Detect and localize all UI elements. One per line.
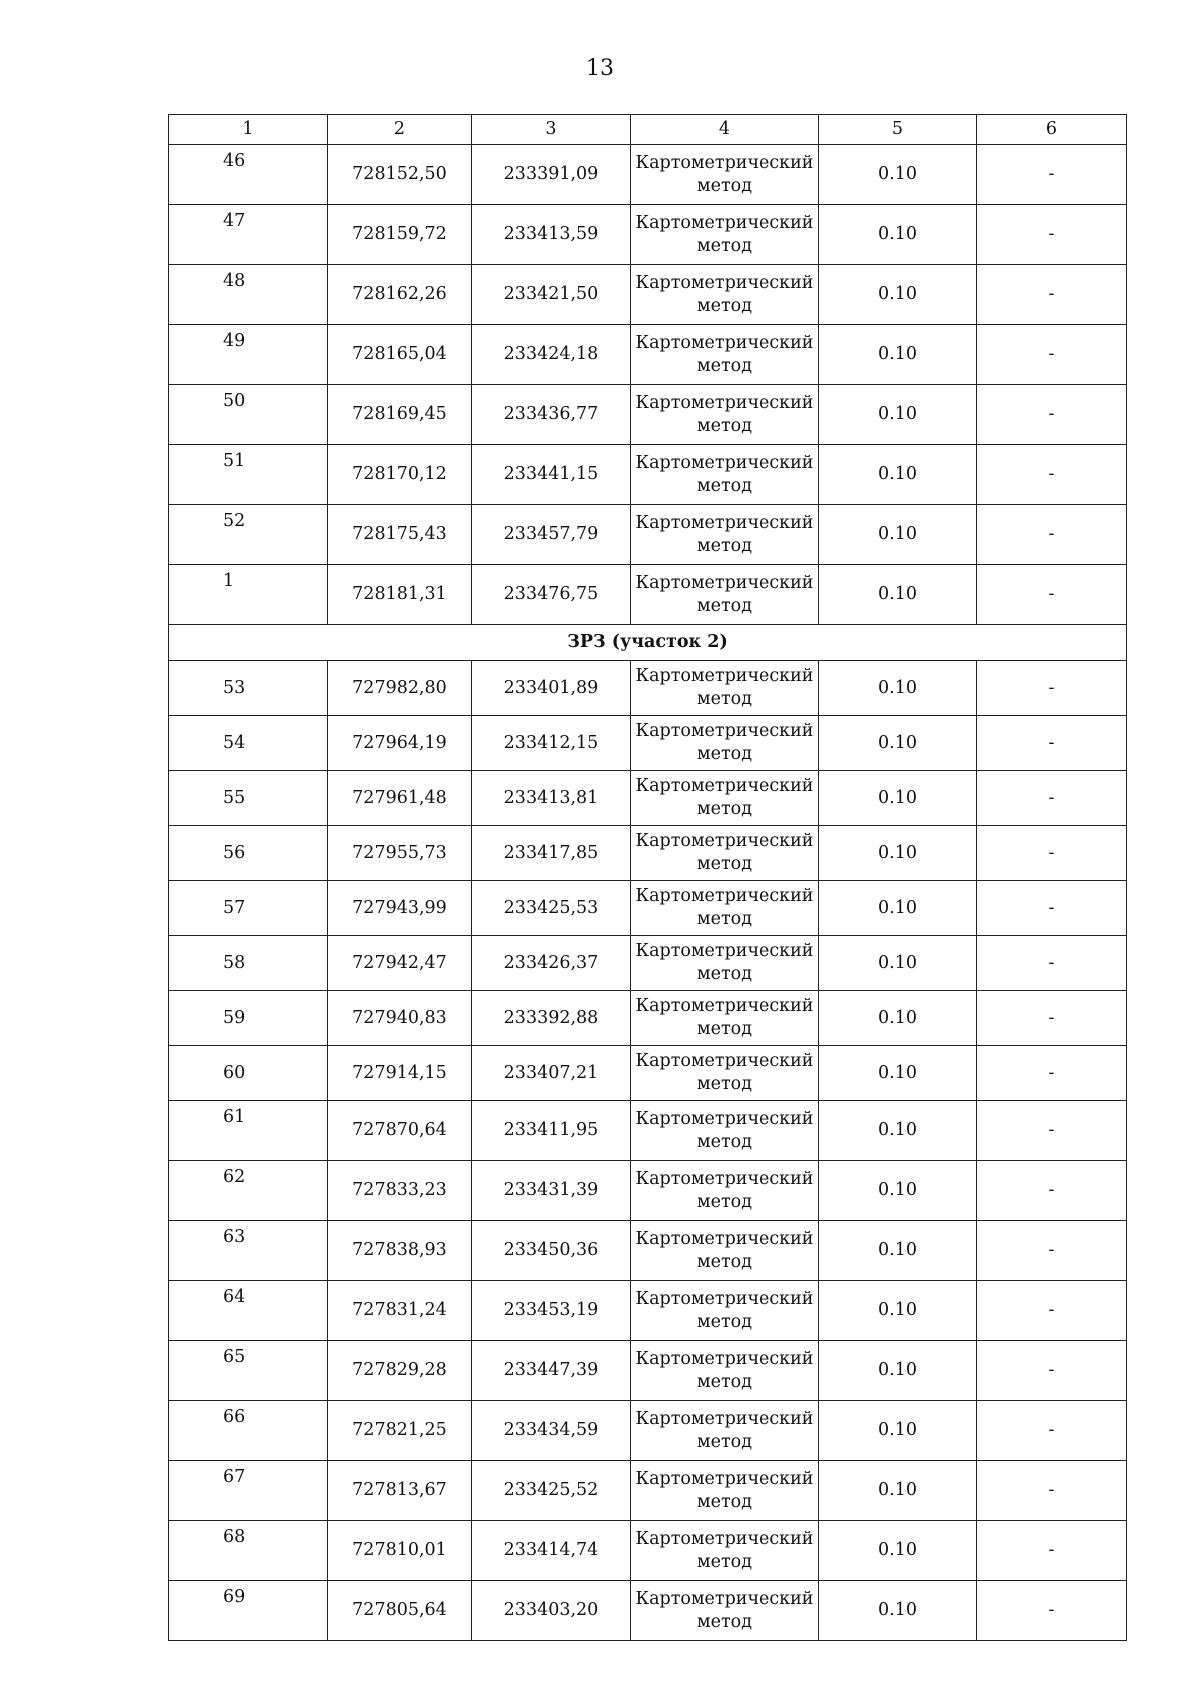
method-line-1: Картометрический bbox=[635, 941, 814, 961]
accuracy-cell: 0.10 bbox=[819, 1161, 977, 1221]
accuracy-cell: 0.10 bbox=[819, 565, 977, 625]
method-cell bbox=[631, 661, 819, 716]
accuracy-cell: 0.10 bbox=[819, 505, 977, 565]
method-cell bbox=[631, 991, 819, 1046]
point-number-cell: 60 bbox=[169, 1046, 328, 1101]
description-cell: - bbox=[977, 1581, 1127, 1641]
x-coordinate-cell: 728159,72 bbox=[328, 205, 472, 265]
method-line-2: метод bbox=[697, 1191, 752, 1212]
x-coordinate-cell: 727870,64 bbox=[328, 1101, 472, 1161]
method-cell bbox=[631, 716, 819, 771]
table-row bbox=[169, 385, 1127, 445]
description-cell: - bbox=[977, 1401, 1127, 1461]
method-line-1: Картометрический bbox=[635, 996, 814, 1016]
method-cell bbox=[631, 1581, 819, 1641]
accuracy-cell: 0.10 bbox=[819, 1401, 977, 1461]
table-row bbox=[169, 1581, 1127, 1641]
x-coordinate-cell: 727810,01 bbox=[328, 1521, 472, 1581]
method-line-1: Картометрический bbox=[635, 512, 814, 533]
method-cell bbox=[631, 265, 819, 325]
y-coordinate-cell: 233431,39 bbox=[472, 1161, 631, 1221]
point-number-cell: 50 bbox=[169, 385, 328, 445]
description-cell: - bbox=[977, 205, 1127, 265]
method-line-1: Картометрический bbox=[635, 721, 814, 741]
point-number-cell: 49 bbox=[169, 325, 328, 385]
table-row bbox=[169, 565, 1127, 625]
point-number-cell: 55 bbox=[169, 771, 328, 826]
table-row bbox=[169, 1461, 1127, 1521]
method-line-2: метод bbox=[697, 1431, 752, 1452]
x-coordinate-cell: 727955,73 bbox=[328, 826, 472, 881]
method-line-2: метод bbox=[697, 1551, 752, 1572]
description-cell: - bbox=[977, 325, 1127, 385]
y-coordinate-cell: 233392,88 bbox=[472, 991, 631, 1046]
point-number-cell: 1 bbox=[169, 565, 328, 625]
description-cell: - bbox=[977, 445, 1127, 505]
y-coordinate-cell: 233414,74 bbox=[472, 1521, 631, 1581]
accuracy-cell: 0.10 bbox=[819, 936, 977, 991]
description-cell: - bbox=[977, 1521, 1127, 1581]
method-line-2: метод bbox=[697, 175, 752, 196]
method-line-1: Картометрический bbox=[635, 1408, 814, 1429]
table-row bbox=[169, 826, 1127, 881]
y-coordinate-cell: 233407,21 bbox=[472, 1046, 631, 1101]
point-number-cell: 62 bbox=[169, 1161, 328, 1221]
y-coordinate-cell: 233417,85 bbox=[472, 826, 631, 881]
y-coordinate-cell: 233421,50 bbox=[472, 265, 631, 325]
table-row bbox=[169, 145, 1127, 205]
accuracy-cell: 0.10 bbox=[819, 826, 977, 881]
method-line-1: Картометрический bbox=[635, 1168, 814, 1189]
y-coordinate-cell: 233476,75 bbox=[472, 565, 631, 625]
table-row bbox=[169, 881, 1127, 936]
table-row bbox=[169, 265, 1127, 325]
x-coordinate-cell: 727838,93 bbox=[328, 1221, 472, 1281]
table-row bbox=[169, 991, 1127, 1046]
method-line-2: метод bbox=[697, 475, 752, 496]
y-coordinate-cell: 233412,15 bbox=[472, 716, 631, 771]
method-line-1: Картометрический bbox=[635, 1288, 814, 1309]
x-coordinate-cell: 727813,67 bbox=[328, 1461, 472, 1521]
accuracy-cell: 0.10 bbox=[819, 1101, 977, 1161]
method-line-2: метод bbox=[697, 595, 752, 616]
method-line-2: метод bbox=[697, 1311, 752, 1332]
table-header-row bbox=[169, 115, 1127, 145]
x-coordinate-cell: 728162,26 bbox=[328, 265, 472, 325]
description-cell: - bbox=[977, 1281, 1127, 1341]
x-coordinate-cell: 727829,28 bbox=[328, 1341, 472, 1401]
method-line-1: Картометрический bbox=[635, 1051, 814, 1071]
method-cell bbox=[631, 385, 819, 445]
description-cell: - bbox=[977, 145, 1127, 205]
method-line-2: метод bbox=[697, 1611, 752, 1632]
y-coordinate-cell: 233391,09 bbox=[472, 145, 631, 205]
y-coordinate-cell: 233450,36 bbox=[472, 1221, 631, 1281]
accuracy-cell: 0.10 bbox=[819, 205, 977, 265]
x-coordinate-cell: 728175,43 bbox=[328, 505, 472, 565]
y-coordinate-cell: 233426,37 bbox=[472, 936, 631, 991]
method-line-2: метод bbox=[697, 355, 752, 376]
description-cell: - bbox=[977, 716, 1127, 771]
table-row bbox=[169, 716, 1127, 771]
description-cell: - bbox=[977, 1046, 1127, 1101]
method-line-2: метод bbox=[697, 1074, 752, 1094]
y-coordinate-cell: 233413,59 bbox=[472, 205, 631, 265]
method-cell bbox=[631, 565, 819, 625]
description-cell: - bbox=[977, 1101, 1127, 1161]
x-coordinate-cell: 728165,04 bbox=[328, 325, 472, 385]
point-number-cell: 67 bbox=[169, 1461, 328, 1521]
accuracy-cell: 0.10 bbox=[819, 661, 977, 716]
accuracy-cell: 0.10 bbox=[819, 771, 977, 826]
description-cell: - bbox=[977, 661, 1127, 716]
method-cell bbox=[631, 771, 819, 826]
method-line-1: Картометрический bbox=[635, 152, 814, 173]
accuracy-cell: 0.10 bbox=[819, 265, 977, 325]
method-cell bbox=[631, 505, 819, 565]
section-row bbox=[169, 625, 1127, 661]
description-cell: - bbox=[977, 265, 1127, 325]
y-coordinate-cell: 233403,20 bbox=[472, 1581, 631, 1641]
accuracy-cell: 0.10 bbox=[819, 445, 977, 505]
table-row bbox=[169, 325, 1127, 385]
point-number-cell: 54 bbox=[169, 716, 328, 771]
method-cell bbox=[631, 1101, 819, 1161]
point-number-cell: 58 bbox=[169, 936, 328, 991]
x-coordinate-cell: 727831,24 bbox=[328, 1281, 472, 1341]
description-cell: - bbox=[977, 1221, 1127, 1281]
method-line-2: метод bbox=[697, 909, 752, 929]
column-header: 1 bbox=[169, 115, 328, 145]
method-line-2: метод bbox=[697, 535, 752, 556]
point-number-cell: 46 bbox=[169, 145, 328, 205]
page-number: 13 bbox=[586, 56, 614, 81]
method-cell bbox=[631, 936, 819, 991]
accuracy-cell: 0.10 bbox=[819, 1461, 977, 1521]
table-row bbox=[169, 505, 1127, 565]
x-coordinate-cell: 727914,15 bbox=[328, 1046, 472, 1101]
point-number-cell: 61 bbox=[169, 1101, 328, 1161]
x-coordinate-cell: 728170,12 bbox=[328, 445, 472, 505]
y-coordinate-cell: 233441,15 bbox=[472, 445, 631, 505]
accuracy-cell: 0.10 bbox=[819, 1521, 977, 1581]
method-line-1: Картометрический bbox=[635, 1108, 814, 1129]
method-cell bbox=[631, 1046, 819, 1101]
point-number-cell: 66 bbox=[169, 1401, 328, 1461]
description-cell: - bbox=[977, 385, 1127, 445]
description-cell: - bbox=[977, 936, 1127, 991]
method-cell bbox=[631, 1281, 819, 1341]
method-line-2: метод bbox=[697, 689, 752, 709]
method-line-2: метод bbox=[697, 235, 752, 256]
point-number-cell: 59 bbox=[169, 991, 328, 1046]
accuracy-cell: 0.10 bbox=[819, 1046, 977, 1101]
table-row bbox=[169, 1521, 1127, 1581]
table-row bbox=[169, 1161, 1127, 1221]
x-coordinate-cell: 727805,64 bbox=[328, 1581, 472, 1641]
method-line-1: Картометрический bbox=[635, 332, 814, 353]
point-number-cell: 57 bbox=[169, 881, 328, 936]
table-row bbox=[169, 1341, 1127, 1401]
x-coordinate-cell: 727942,47 bbox=[328, 936, 472, 991]
method-cell bbox=[631, 1341, 819, 1401]
x-coordinate-cell: 727940,83 bbox=[328, 991, 472, 1046]
method-line-1: Картометрический bbox=[635, 776, 814, 796]
column-header: 6 bbox=[977, 115, 1127, 145]
accuracy-cell: 0.10 bbox=[819, 1221, 977, 1281]
point-number-cell: 48 bbox=[169, 265, 328, 325]
x-coordinate-cell: 727961,48 bbox=[328, 771, 472, 826]
column-header: 2 bbox=[328, 115, 472, 145]
y-coordinate-cell: 233436,77 bbox=[472, 385, 631, 445]
description-cell: - bbox=[977, 881, 1127, 936]
table-row bbox=[169, 1046, 1127, 1101]
method-cell bbox=[631, 1401, 819, 1461]
method-cell bbox=[631, 145, 819, 205]
column-header: 3 bbox=[472, 115, 631, 145]
x-coordinate-cell: 727943,99 bbox=[328, 881, 472, 936]
description-cell: - bbox=[977, 991, 1127, 1046]
accuracy-cell: 0.10 bbox=[819, 385, 977, 445]
column-header: 4 bbox=[631, 115, 819, 145]
point-number-cell: 53 bbox=[169, 661, 328, 716]
method-line-2: метод bbox=[697, 1251, 752, 1272]
description-cell: - bbox=[977, 565, 1127, 625]
method-line-2: метод bbox=[697, 415, 752, 436]
method-cell bbox=[631, 325, 819, 385]
method-cell bbox=[631, 1461, 819, 1521]
y-coordinate-cell: 233425,52 bbox=[472, 1461, 631, 1521]
table-row bbox=[169, 936, 1127, 991]
point-number-cell: 63 bbox=[169, 1221, 328, 1281]
method-cell bbox=[631, 445, 819, 505]
method-line-1: Картометрический bbox=[635, 1468, 814, 1489]
x-coordinate-cell: 727833,23 bbox=[328, 1161, 472, 1221]
method-line-1: Картометрический bbox=[635, 1228, 814, 1249]
accuracy-cell: 0.10 bbox=[819, 991, 977, 1046]
y-coordinate-cell: 233411,95 bbox=[472, 1101, 631, 1161]
accuracy-cell: 0.10 bbox=[819, 1341, 977, 1401]
method-line-2: метод bbox=[697, 744, 752, 764]
accuracy-cell: 0.10 bbox=[819, 325, 977, 385]
method-line-1: Картометрический bbox=[635, 1588, 814, 1609]
y-coordinate-cell: 233413,81 bbox=[472, 771, 631, 826]
method-line-1: Картометрический bbox=[635, 1348, 814, 1369]
y-coordinate-cell: 233434,59 bbox=[472, 1401, 631, 1461]
method-line-1: Картометрический bbox=[635, 666, 814, 686]
y-coordinate-cell: 233401,89 bbox=[472, 661, 631, 716]
coordinates-table bbox=[168, 114, 1127, 1641]
method-line-1: Картометрический bbox=[635, 272, 814, 293]
description-cell: - bbox=[977, 826, 1127, 881]
point-number-cell: 64 bbox=[169, 1281, 328, 1341]
point-number-cell: 68 bbox=[169, 1521, 328, 1581]
description-cell: - bbox=[977, 1341, 1127, 1401]
method-cell bbox=[631, 1161, 819, 1221]
accuracy-cell: 0.10 bbox=[819, 1281, 977, 1341]
method-line-2: метод bbox=[697, 799, 752, 819]
method-cell bbox=[631, 881, 819, 936]
method-line-2: метод bbox=[697, 295, 752, 316]
x-coordinate-cell: 728152,50 bbox=[328, 145, 472, 205]
column-header: 5 bbox=[819, 115, 977, 145]
y-coordinate-cell: 233453,19 bbox=[472, 1281, 631, 1341]
point-number-cell: 65 bbox=[169, 1341, 328, 1401]
x-coordinate-cell: 727964,19 bbox=[328, 716, 472, 771]
method-line-2: метод bbox=[697, 1131, 752, 1152]
table-row bbox=[169, 771, 1127, 826]
description-cell: - bbox=[977, 1461, 1127, 1521]
method-line-2: метод bbox=[697, 1019, 752, 1039]
method-line-1: Картометрический bbox=[635, 886, 814, 906]
accuracy-cell: 0.10 bbox=[819, 716, 977, 771]
method-line-2: метод bbox=[697, 964, 752, 984]
section-title: ЗРЗ (участок 2) bbox=[169, 625, 1127, 661]
y-coordinate-cell: 233425,53 bbox=[472, 881, 631, 936]
method-line-1: Картометрический bbox=[635, 1528, 814, 1549]
method-line-1: Картометрический bbox=[635, 212, 814, 233]
method-line-1: Картометрический bbox=[635, 572, 814, 593]
method-cell bbox=[631, 826, 819, 881]
accuracy-cell: 0.10 bbox=[819, 1581, 977, 1641]
table-row bbox=[169, 445, 1127, 505]
table-row bbox=[169, 661, 1127, 716]
method-cell bbox=[631, 205, 819, 265]
table-row bbox=[169, 1101, 1127, 1161]
method-cell bbox=[631, 1521, 819, 1581]
point-number-cell: 56 bbox=[169, 826, 328, 881]
x-coordinate-cell: 727821,25 bbox=[328, 1401, 472, 1461]
table-row bbox=[169, 1281, 1127, 1341]
x-coordinate-cell: 728181,31 bbox=[328, 565, 472, 625]
table-row bbox=[169, 1221, 1127, 1281]
method-line-2: метод bbox=[697, 1371, 752, 1392]
point-number-cell: 69 bbox=[169, 1581, 328, 1641]
y-coordinate-cell: 233457,79 bbox=[472, 505, 631, 565]
y-coordinate-cell: 233447,39 bbox=[472, 1341, 631, 1401]
method-line-1: Картометрический bbox=[635, 831, 814, 851]
description-cell: - bbox=[977, 1161, 1127, 1221]
description-cell: - bbox=[977, 771, 1127, 826]
point-number-cell: 47 bbox=[169, 205, 328, 265]
method-line-1: Картометрический bbox=[635, 392, 814, 413]
method-line-1: Картометрический bbox=[635, 452, 814, 473]
point-number-cell: 51 bbox=[169, 445, 328, 505]
method-line-2: метод bbox=[697, 854, 752, 874]
method-cell bbox=[631, 1221, 819, 1281]
x-coordinate-cell: 728169,45 bbox=[328, 385, 472, 445]
description-cell: - bbox=[977, 505, 1127, 565]
accuracy-cell: 0.10 bbox=[819, 881, 977, 936]
accuracy-cell: 0.10 bbox=[819, 145, 977, 205]
y-coordinate-cell: 233424,18 bbox=[472, 325, 631, 385]
method-line-2: метод bbox=[697, 1491, 752, 1512]
x-coordinate-cell: 727982,80 bbox=[328, 661, 472, 716]
table-row bbox=[169, 205, 1127, 265]
point-number-cell: 52 bbox=[169, 505, 328, 565]
table-row bbox=[169, 1401, 1127, 1461]
